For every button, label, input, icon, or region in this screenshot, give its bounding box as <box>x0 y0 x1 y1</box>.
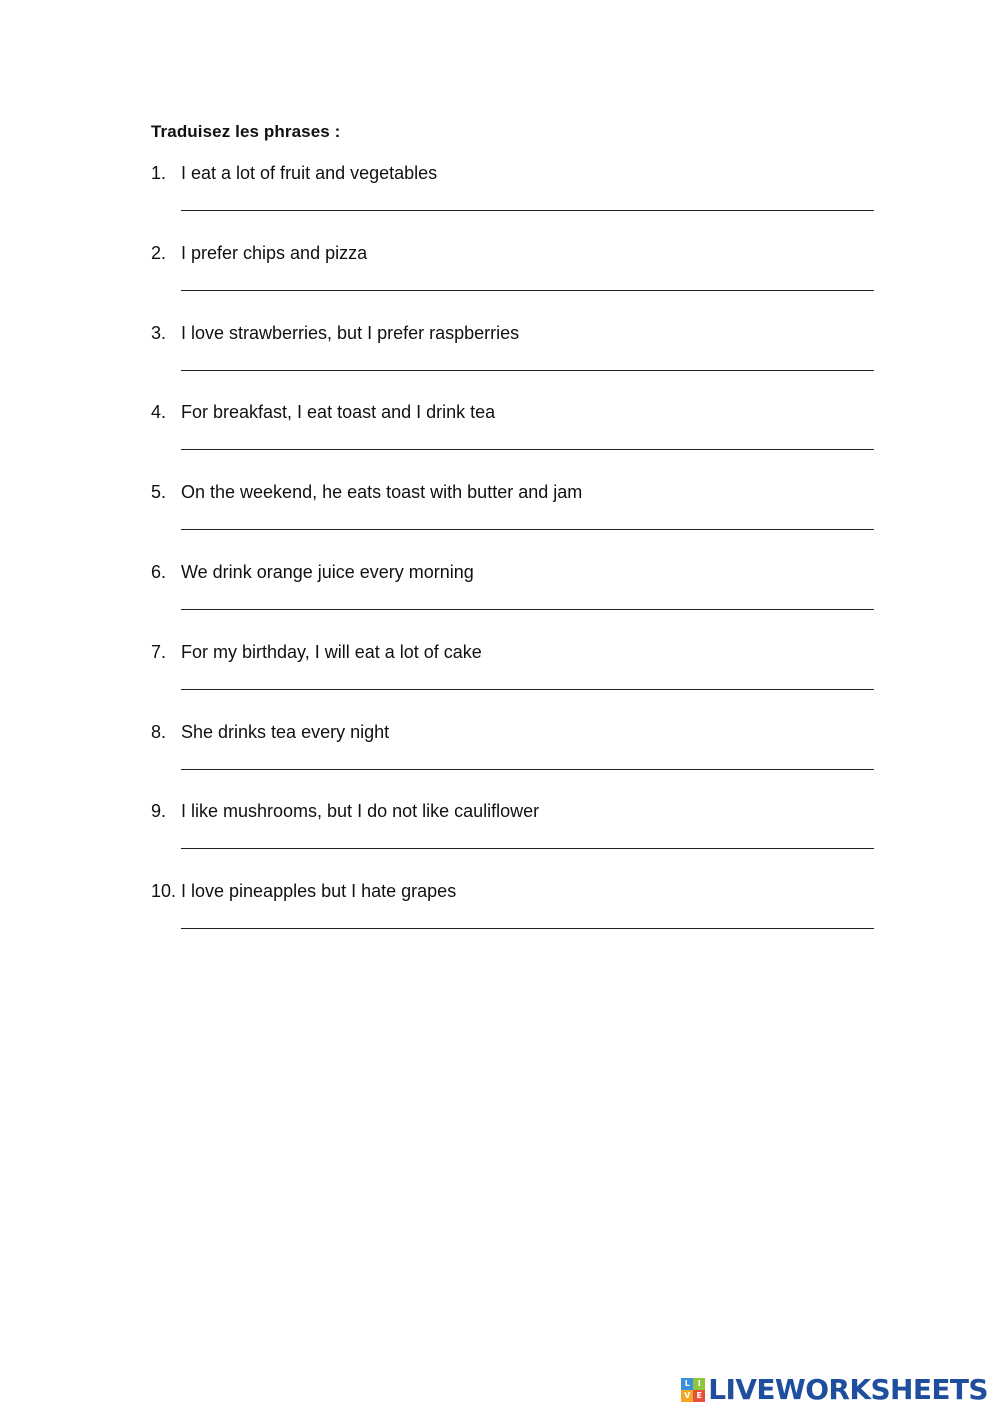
item-sentence: We drink orange juice every morning <box>181 561 474 582</box>
logo-mark-icon <box>681 1378 705 1402</box>
logo-mark-letter: L <box>681 1378 693 1390</box>
exercise-item <box>151 561 874 641</box>
exercise-item <box>151 880 874 960</box>
logo-mark-letter: E <box>693 1390 705 1402</box>
answer-line[interactable] <box>181 848 874 849</box>
item-sentence: I love pineapples but I hate grapes <box>181 881 457 902</box>
exercise-item <box>151 322 874 402</box>
item-number: 4. <box>151 402 167 423</box>
item-number: 6. <box>151 561 167 582</box>
item-number: 5. <box>151 482 167 503</box>
item-sentence: She drinks tea every night <box>181 721 390 742</box>
answer-line[interactable] <box>181 928 874 929</box>
item-number: 7. <box>151 641 167 662</box>
item-sentence: For my birthday, I will eat a lot of cake <box>181 641 482 662</box>
answer-line[interactable] <box>181 449 874 450</box>
logo-text: LIVEWORKSHEETS <box>708 1373 988 1406</box>
answer-line[interactable] <box>181 529 874 530</box>
exercise-item <box>151 641 874 721</box>
item-sentence: I like mushrooms, but I do not like cauliflower <box>181 801 540 822</box>
item-number: 2. <box>151 242 167 263</box>
exercise-item <box>151 800 874 880</box>
answer-line[interactable] <box>181 689 874 690</box>
exercise-item <box>151 721 874 801</box>
exercise-item <box>151 481 874 561</box>
item-sentence: I prefer chips and pizza <box>181 242 368 263</box>
item-sentence: I eat a lot of fruit and vegetables <box>181 163 438 183</box>
item-sentence: For breakfast, I eat toast and I drink tea <box>181 402 496 423</box>
logo-mark-letter: I <box>693 1378 705 1390</box>
item-sentence: On the weekend, he eats toast with butter and jam <box>181 482 583 503</box>
answer-line[interactable] <box>181 290 874 291</box>
exercise-item <box>151 242 874 322</box>
item-number: 10. <box>151 881 177 902</box>
exercise-item <box>151 401 874 481</box>
item-sentence: I love strawberries, but I prefer raspberries <box>181 322 520 343</box>
item-number: 8. <box>151 721 167 742</box>
worksheet-heading: Traduisez les phrases : <box>151 122 341 141</box>
item-number: 1. <box>151 163 167 183</box>
answer-line[interactable] <box>181 769 874 770</box>
item-number: 3. <box>151 322 167 343</box>
answer-line[interactable] <box>181 609 874 610</box>
exercise-list <box>151 162 874 960</box>
item-number: 9. <box>151 801 167 822</box>
exercise-item <box>151 162 874 242</box>
liveworksheets-logo <box>681 1374 988 1406</box>
answer-line[interactable] <box>181 370 874 371</box>
logo-mark-letter: V <box>681 1390 693 1402</box>
answer-line[interactable] <box>181 210 874 211</box>
